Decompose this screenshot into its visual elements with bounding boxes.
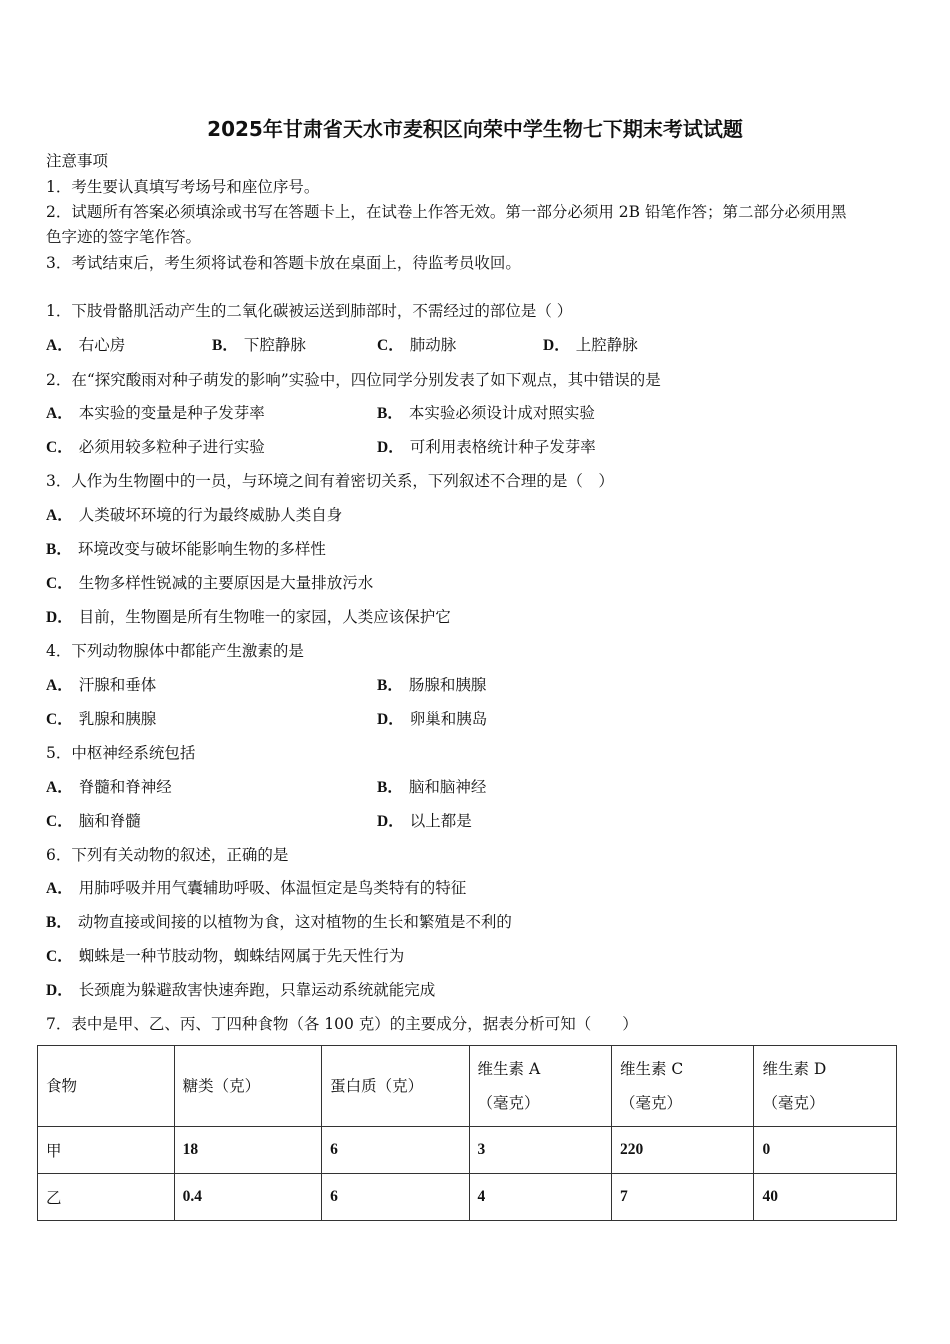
answer-option: [377, 403, 595, 424]
table-cell: 6: [322, 1127, 469, 1174]
question-stem: 4．下列动物腺体中都能产生激素的是: [46, 642, 304, 660]
answer-option: [46, 912, 512, 933]
table-cell: 0.4: [174, 1174, 321, 1221]
option-letter: B．: [377, 677, 403, 694]
option-text: 长颈鹿为躲避敌害快速奔跑，只靠运动系统就能完成: [78, 981, 436, 999]
option-text: 脊髓和脊神经: [78, 778, 172, 796]
option-letter: A．: [46, 779, 73, 796]
table-header-row: [38, 1046, 897, 1127]
table-row: [38, 1174, 897, 1221]
answer-option: [46, 505, 342, 526]
option-text: 汗腺和垂体: [78, 676, 157, 694]
question-stem: 6．下列有关动物的叙述，正确的是: [46, 846, 289, 864]
option-text: 脑和脊髓: [78, 812, 141, 830]
table-cell: 220: [611, 1127, 753, 1174]
option-letter: D．: [46, 982, 73, 999]
option-letter: D．: [377, 711, 404, 728]
option-letter: D．: [377, 439, 404, 456]
option-text: 必须用较多粒种子进行实验: [78, 438, 265, 456]
option-letter: C．: [377, 337, 404, 354]
option-text: 以上都是: [409, 812, 472, 830]
notes-heading: 注意事项: [46, 152, 109, 170]
option-letter: B．: [46, 541, 72, 558]
header-text: （毫克）: [619, 1094, 682, 1112]
answer-option: [46, 946, 404, 967]
option-text: 肺动脉: [409, 336, 457, 354]
answer-option: [46, 675, 156, 696]
table-row: [38, 1127, 897, 1174]
answer-option: [377, 437, 596, 458]
option-text: 环境改变与破坏能影响生物的多样性: [77, 540, 326, 558]
answer-option: [377, 675, 486, 696]
table-cell: 18: [174, 1127, 321, 1174]
option-text: 蜘蛛是一种节肢动物，蜘蛛结网属于先天性行为: [78, 947, 405, 965]
answer-option: [377, 777, 486, 798]
table-cell: 3: [469, 1127, 611, 1174]
option-text: 可利用表格统计种子发芽率: [409, 438, 596, 456]
option-letter: C．: [46, 948, 73, 965]
option-letter: C．: [46, 813, 73, 830]
option-letter: C．: [46, 439, 73, 456]
header-text: 糖类（克）: [182, 1077, 261, 1095]
header-text: （毫克）: [762, 1094, 825, 1112]
answer-option: [377, 709, 487, 730]
option-text: 目前，生物圈是所有生物唯一的家园，人类应该保护它: [78, 608, 451, 626]
note-item: 3．考试结束后，考生须将试卷和答题卡放在桌面上，待监考员收回。: [46, 254, 521, 272]
question-stem: 7．表中是甲、乙、丙、丁四种食物（各 100 克）的主要成分，据表分析可知（ ）: [46, 1015, 638, 1033]
option-letter: D．: [543, 337, 570, 354]
option-letter: B．: [377, 405, 403, 422]
answer-option: [212, 335, 306, 356]
table-header-cell: [754, 1046, 897, 1127]
answer-option: [377, 811, 472, 832]
option-text: 右心房: [78, 336, 126, 354]
option-letter: D．: [46, 609, 73, 626]
table-cell: 7: [611, 1174, 753, 1221]
note-item: 1．考生要认真填写考场号和座位序号。: [46, 178, 320, 196]
answer-option: [46, 403, 265, 424]
option-text: 用肺呼吸并用气囊辅助呼吸、体温恒定是鸟类特有的特征: [78, 879, 467, 897]
note-item: 色字迹的签字笔作答。: [46, 228, 202, 246]
option-text: 本实验必须设计成对照实验: [408, 404, 595, 422]
header-text: 维生素 D: [762, 1060, 827, 1078]
option-text: 动物直接或间接的以植物为食，这对植物的生长和繁殖是不利的: [77, 913, 512, 931]
option-text: 人类破坏环境的行为最终威胁人类自身: [78, 506, 343, 524]
table-header-cell: [38, 1046, 175, 1127]
answer-option: [46, 335, 125, 356]
table-cell: 乙: [38, 1174, 175, 1221]
option-text: 生物多样性锐减的主要原因是大量排放污水: [78, 574, 374, 592]
option-letter: A．: [46, 337, 73, 354]
question-stem: 5．中枢神经系统包括: [46, 744, 196, 762]
answer-option: [46, 573, 373, 594]
table-header-cell: [174, 1046, 321, 1127]
table-header-cell: [469, 1046, 611, 1127]
option-text: 上腔静脉: [575, 336, 638, 354]
option-letter: D．: [377, 813, 404, 830]
answer-option: [46, 709, 156, 730]
header-text: （毫克）: [477, 1094, 540, 1112]
table-cell: 6: [322, 1174, 469, 1221]
option-letter: A．: [46, 507, 73, 524]
header-text: 食物: [46, 1077, 78, 1095]
table-header-cell: [611, 1046, 753, 1127]
option-letter: A．: [46, 405, 73, 422]
option-text: 卵巢和胰岛: [409, 710, 488, 728]
food-table: [37, 1045, 897, 1221]
question-stem: 2．在“探究酸雨对种子萌发的影响”实验中，四位同学分别发表了如下观点，其中错误的是: [46, 371, 661, 389]
option-letter: B．: [377, 779, 403, 796]
option-text: 乳腺和胰腺: [78, 710, 157, 728]
answer-option: [46, 777, 172, 798]
answer-option: [46, 539, 326, 560]
table-cell: 40: [754, 1174, 897, 1221]
table-cell: 甲: [38, 1127, 175, 1174]
answer-option: [377, 335, 456, 356]
header-text: 维生素 A: [477, 1060, 541, 1078]
option-letter: C．: [46, 575, 73, 592]
answer-option: [543, 335, 638, 356]
option-letter: C．: [46, 711, 73, 728]
table-cell: 0: [754, 1127, 897, 1174]
question-stem: 3．人作为生物圈中的一员，与环境之间有着密切关系，下列叙述不合理的是（ ）: [46, 472, 614, 490]
answer-option: [46, 437, 265, 458]
option-text: 肠腺和胰腺: [408, 676, 487, 694]
answer-option: [46, 607, 451, 628]
page-title: 2025年甘肃省天水市麦积区向荣中学生物七下期末考试试题: [207, 117, 743, 141]
note-item: 2．试题所有答案必须填涂或书写在答题卡上，在试卷上作答无效。第一部分必须用 2B 铅笔作答；第二部分必须用黑: [46, 203, 847, 221]
answer-option: [46, 980, 435, 1001]
option-text: 本实验的变量是种子发芽率: [78, 404, 265, 422]
header-text: 维生素 C: [619, 1060, 684, 1078]
option-letter: B．: [46, 914, 72, 931]
option-text: 下腔静脉: [243, 336, 306, 354]
table-cell: 4: [469, 1174, 611, 1221]
answer-option: [46, 811, 141, 832]
option-text: 脑和脑神经: [408, 778, 487, 796]
answer-option: [46, 878, 466, 899]
question-stem: 1．下肢骨骼肌活动产生的二氧化碳被运送到肺部时，不需经过的部位是（ ）: [46, 302, 573, 320]
table-header-cell: [322, 1046, 469, 1127]
option-letter: B．: [212, 337, 238, 354]
option-letter: A．: [46, 677, 73, 694]
header-text: 蛋白质（克）: [330, 1077, 424, 1095]
option-letter: A．: [46, 880, 73, 897]
